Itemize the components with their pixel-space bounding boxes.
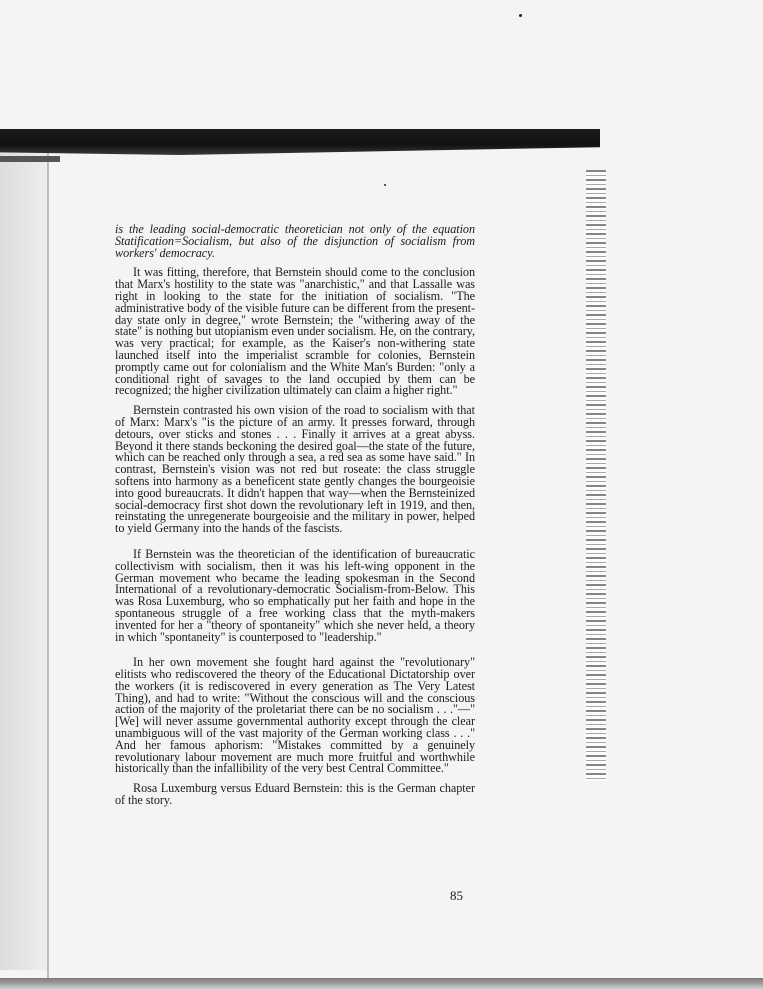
scan-speck [519, 14, 522, 17]
paragraph-intro: is the leading social-democratic theoretician not only of the equation Statification=Socialism, but also of the disjunction of socialism from workers' democracy. [115, 222, 475, 260]
scan-right-page-edges [586, 170, 606, 780]
scan-left-edge-line [47, 150, 49, 980]
page-number: 85 [450, 888, 463, 903]
scan-speck [384, 184, 386, 186]
scan-top-shadow-thin [0, 156, 60, 162]
paragraph: Bernstein contrasted his own vision of the road to socialism with that of Marx: Marx's "is the picture of an army. It presses forward, through detours, over sticks and stones . . . Finally it arrives at a great abyss. Beyond it there stands beckoning the desired goal—the state of the future, which can be reached only through a sea, a red sea as some have said." In contrast, Bernstein's vision was not red but roseate: the class struggle softens into harmony as a beneficent state gently changes the bourgeoisie into good bureaucrats. It didn't happen that way—when the Bernsteinized social-democracy first shot down the revolutionary left in 1919, and then, reinstating the unregenerate bourgeoisie and the military in power, helped to yield Germany into the hands of the fascists. [115, 403, 475, 536]
scan-bottom-edge [0, 978, 763, 990]
paragraph: Rosa Luxemburg versus Eduard Bernstein: this is the German chapter of the story. [115, 781, 475, 808]
paragraph: If Bernstein was the theoretician of the identification of bureaucratic collectivism with socialism, then it was his left-wing opponent in the German movement who became the leading spokesman in the Second International of a revolutionary-democratic Socialism-from-Below. This was Rosa Luxemburg, who so emphatically put her faith and hope in the spontaneous struggle of a free working class that the myth-makers invented for her a "theory of spontaneity" which she never held, a theory in which "spontaneity" is counterposed to "leadership." [115, 546, 475, 644]
scan-top-shadow [0, 129, 600, 155]
body-text [115, 224, 475, 807]
paragraph: In her own movement she fought hard against the "revolutionary" elitists who rediscovered the theory of the Educational Dictatorship over the workers (it is rediscovered in every generation as The Very Latest Thing), and had to write: "Without the conscious will and the conscious action of the majority of the proletariat there can be no socialism . . ."—"[We] will never assume governmental authority except through the clear unambiguous will of the vast majority of the German working class . . ." And her famous aphorism: "Mistakes committed by a genuinely revolutionary labour movement are much more fruitful and worthwhile historically than the infallibility of the very best Central Committee." [115, 655, 475, 776]
paragraph: It was fitting, therefore, that Bernstein should come to the conclusion that Marx's hostility to the state was "anarchistic," and that Lassalle was right in looking to the state for the initiation of socialism. "The administrative body of the visible future can be different from the present-day state only in degree," wrote Bernstein; the "withering away of the state" is nothing but utopianism even under socialism. He, on the contrary, was very practical; for example, as the Kaiser's non-withering state launched itself into the imperialist scramble for colonies, Bernstein promptly came out for colonialism and the White Man's Burden: "only a conditional right of savages to the land occupied by them can be recognized; the higher civilization ultimately can claim a higher right." [115, 265, 475, 398]
scan-left-shadow [0, 150, 48, 970]
